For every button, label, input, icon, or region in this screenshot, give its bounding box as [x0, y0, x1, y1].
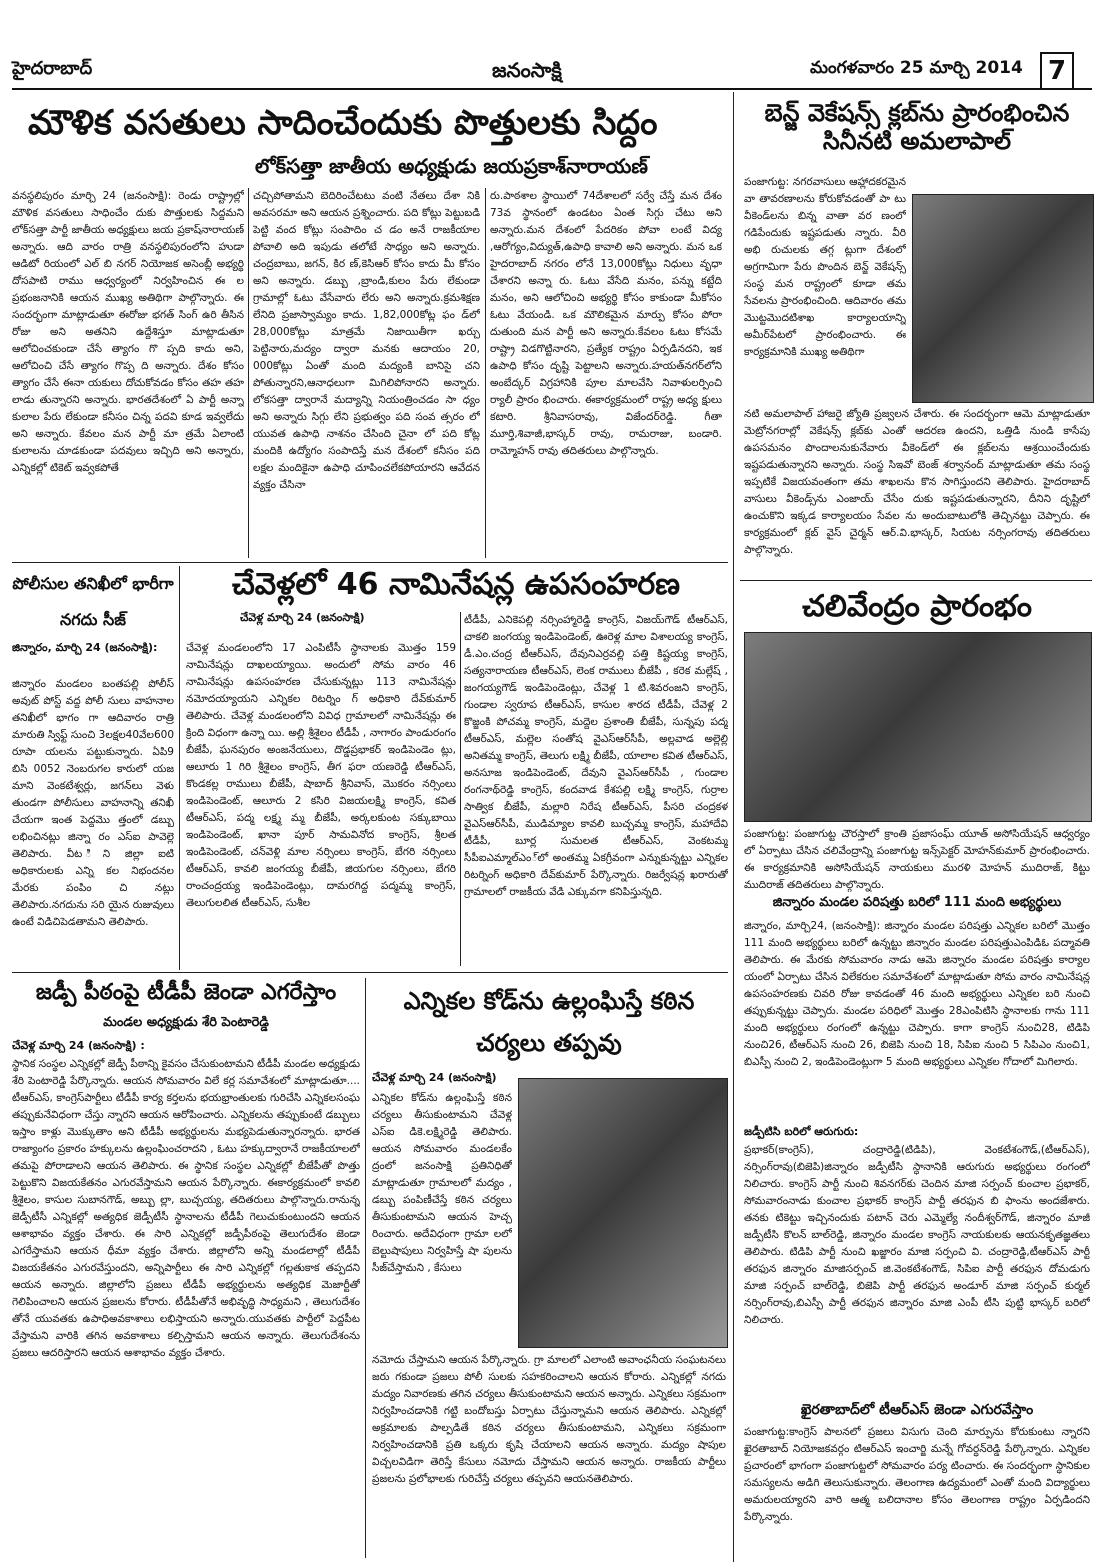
column-divider — [248, 188, 249, 558]
code-story-bottom: నమోదు చేస్తామని ఆయన పేర్కొన్నారు. గ్రా మాలలో ఎలాంటి అవాంఛనీయ సంఘటనలు జరు గకుండా ప్రజలు పోలీ సులకు సహకరించాలని ఆయన కోరారు. ఎన్నికల్లో నగదు మద్యం నివారణకు తగిన చర్యలు తీసుకుంటామని ఆయన అన్నారు. ఎన్నికలు సక్రమంగా నిర్వహించడానికి గట్టి బందోబస్తు ఏర్పాటు చేస్తున్నామని ఆయన తెలిపారు. ఎన్నికల్లో అక్రమాలకు పాల్పడితే కఠిన చర్యలు తీసుకుంటామని, ఎన్నికలు సక్రమంగా నిర్వహించడానికి ప్రతి ఒక్కరు కృషి చేయాలని ఆయన అన్నారు. మద్యం షాపుల విచ్చలవిడిగా తెరిస్తే కేసులు నమోదు చేస్తామని ఆయన అన్నారు. రాజకీయ పార్టీలు ప్రజలను ప్రలోభాలకు గురిచేస్తే చర్యలు తప్పవని ఆయనతెలిపారు. — [372, 1354, 726, 1485]
main-story-col1: వనస్థలిపురం మార్చి 24 (జనంసాక్షి): రెండు రాష్ట్రాల్లో మౌళిక వసతులు సాధించేం దుకు పొత్తులకు సిద్దమని లోక్‌సత్తా పార్టీ జాతీయ అధ్యక్షులు జయ ప్రకాష్‌నారాయణ్ అన్నారు. ఆది వారం రాత్రి వనస్థలిపురంలోని హుడా ఆడిటో రియంలో ఎల్ బి నగర్ నియోజక అసెంబ్లీ అభ్యర్థి దోసపాటి రాము ఆధ్వర్యంలో నిర్వహించిన ఈ ల ప్రభంజనానికి ఆయన ముఖ్య అతిథిగా పాల్గొన్నారు. ఈ సందర్భంగా మాట్లాడుతూ ఈరోజు భగత్ సింగ్ ఉరి తీసిన రోజు అని అతనిని ఉద్దేశిస్తూ మాట్లాడుతూ ఆలోచించకుండా చేసే త్యాగం గొ ప్పది కాదు అని, ఆలోచించి చేసే త్యాగం గొప్ప ది అన్నారు. దేశం కోసం త్యాగం చేసే ఈనా యకులు దోచుకోవడం కోసం తహ తహ లాడు తున్నారని అన్నారు. భారతదేశంలో ఏ పార్టీ అన్నా కులాల పేరు లేకుండా కనీసం చిన్న పదవి కూడ ఇవ్వలేదు అని అన్నారు. కేవలం మన పార్టీ మా త్రమే ఏలాంటి కులాలను చూడకుండా పదవులు ఇచ్చిది అని అన్నారు, ఎన్నికల్లో టికెట్ ఇవ్వకపోతే — [12, 190, 244, 474]
edition-city: హైదరాబాద్ — [12, 58, 93, 79]
newspaper-logo: జనంసాక్షి — [492, 58, 562, 82]
jinnaram-story: జిన్నారం, మార్చి24, (జనంసాక్షి): జిన్నారం మండల పరిషత్తు ఎన్నికల బరిలో మొత్తం 111 మంది అభ్యర్థులు బరిలో ఉన్నట్టు జిన్నారం మండల పరిషత్తుఎంపిడిఓ పద్మావతి తెలిపారు. ఈ మేరకు సోమవారం నాడు ఆమె జిన్నారం మండల పరిషత్తు కార్యాల యంలో ఏర్పాటు చేసిన విలేకరుల సమావేశంలో మాట్లాడుతూ సోమ వారం నామినేషన్ల ఉపసంహరణకు చివరి రోజు కావడంతో 46 మంది అభ్యర్థులు ఎన్నికల బరి నుంచి తప్పుకున్నట్టు చెప్పారు. మండల పరిధిలో మొత్తం 28ఎంపిటిసి స్ధానాలకు గాను 111 మంది అభ్యర్థులు రంగంలో ఉన్నట్టు చెప్పారు. కాగా కాంగ్రెస్ నుంచి28, టిడిపి నుంచి26, టీఆర్ఎస్ నుంచి 26, బిజెపి నుంచి 18, సిపిఐ నుంచి 5 సిపిఎం నుంచి1, బిఎస్పీ నుంచి 2, ఇండిపెండెంట్లుగా 5 మంది అభ్యర్థులు ఎన్నికల గోదాలో మిగిలారు. — [744, 920, 1090, 1068]
jinnaram-subhead: జడ్పీటిసి బరిలో ఆరుగురు: — [744, 1125, 859, 1138]
amala-story-bottom: నటి అమలాపాల్ హాజరై జ్యోతి ప్రజ్వలన చేశారు. ఈ సందర్భంగా ఆమె మాట్లాడుతూ మెట్రోనగరాల్లో వెకేషన్స్ క్లబ్‌కు ఎంతో ఆదరణ ఉందని, ఒత్తిడి నుండి కాసేపు ఉపసమనం పొందాలనుకునేవారు వీకెండ్‌లో ఈ క్లబ్‌లను ఆశ్రయించేందుకు ఇష్టపడుతున్నారని అన్నారు. సంస్థ సిఇవో బెంజ్ శర్వానంద్ మాట్లాడుతూ తమ సంస్థ ఇప్పటికే విజయవంతంగా తమ శాఖలను కొన సాగిస్తుందని తెలిపారు. హైదరాబాద్ వాసులు వీకెండ్స్‌ను ఎంజాయ్ చేసేం దుకు ఇష్టపడుతున్నారని, దీనిని దృష్టిలో ఉంచుకొని ఇక్కడ కార్యాలయం సేవల ను అందుబాటులోకి తెచ్చినట్టు చెప్పారు. ఈ కార్యక్రమంలో క్లబ్ వైస్ చైర్మన్ ఆర్.వి.భాస్కర్, సియట నర్సింగరావు తదితరులు పాల్గొన్నారు. — [744, 408, 1090, 556]
story-divider — [740, 580, 1092, 581]
chevella-dateline: చేవెళ్ల మార్చి 24 (జనంసాక్షి) — [240, 611, 365, 624]
jinnaram-headline: జిన్నారం మండల పరిషత్తు బరిలో 111 మంది అభ్యర్థులు — [772, 895, 1062, 910]
column-divider — [485, 188, 486, 558]
amala-story-top: పంజాగుట్ట: నగరవాసులు ఆహ్లాదకరమైన వా తావరణాలను కోరుకోవడంతో పా టు వీకెండ్‌లను బిన్న వాతా వర ణంలో గడిపేందుకు ఇష్టపడుతు న్నారు. వీరి అభి రుచులకు తగ్గ ట్లుగా దేశంలో అగ్రగామిగా పేరు పొందిన బెన్జ్ వెకేషన్స్ సంస్థ మన రాష్ట్రంలో కూడా తమ సేవలను ప్రారంభించింది. ఆదివారం తమ మొట్టమొదటిశాఖ కార్యాలయాన్ని అమీర్‌పేటలో ప్రారంభించారు. ఈ కార్యక్రమానికి ముఖ్య అతిథిగా — [744, 176, 906, 358]
main-headline: మౌళిక వసతులు సాదించేందుకు పొత్తులకు సిద్దం — [28, 103, 658, 143]
jinnaram-story-2: ప్రభాకర్(కాంగ్రెస్), చంద్రారెడ్డి(టిడిపి), వెంకటేశంగౌడ్,(టీఆర్ఎస్), నర్సింగ్‌రావు(బిజెపి)జిన్నారం జడ్పీటీసి స్ధానానికి ఆరుగురు అభ్యర్థులు రంగంలో నిలిచారు. కాంగ్రెస్ పార్టీ నుంచి శివనగర్‌కు చెందిన మాజి సర్పంచ్ కుంచాల ప్రభాకర్, సోమవారంనాడు కుంచాల ప్రభాకర్ కాంగ్రెస్ పార్టీ తరఫున బి ఫాంను అందజేశారు. తనకు టికెట్టు ఇచ్చినందుకు పటాన్ చెరు ఎమ్మెల్యే నందీశ్వర్‌గౌడ్, జిన్నారం మాజీ జడ్పీటీసి కొలన్ బాల్‌రెడ్డి, జిన్నారం మండల కాంగ్రెస్ నాయకులకు ఆయనకృతజ్ఞతలు తెలిపారు. టిడిపి పార్టీ నుంచి ఖజ్జారం మాజి సర్పంచి వి. చంద్రారెడ్డి,టీఆర్ఎస్ పార్టీ తరఫున జిన్నారం మాజిసర్పంచ్ జి.వెంకటేశంగౌడ్, సిపిఐ పార్టీ తరఫున దోమడుగు మాజి సర్పంచ్ బాల్‌రెడ్డి, బిజెపి పార్టీ తరఫున అండూర్ మాజి సర్పంచ్ కుర్మల్ నర్సింగ్‌రావు,బిఎస్పీ పార్టీ తరఫున జిన్నారం మాజి ఎంపీ టీసి పుట్టి భాస్కర్ బరిలో నిలిచారు. — [744, 1144, 1090, 1326]
main-story-col2: చచ్చిపోతామని బెదిరించేటటు వంటి నేతలు దేశా నికి అవసరమా అని ఆయన ప్రశ్నించారు. పది కోట్లు పెట్టుబడి పెట్టి వంద కోట్లు సంపాదిం చ డం అనే రాజకీయాల పోవాలి అది ఇపుడు తలోటే సాధ్యం అని అన్నారు. చంద్రబాబు, జగన్, కిర ణ్,కెసిఆర్ కోసం కాదు మీ కోసం అని అన్నారు. డబ్బు ,బ్రాండి,కులం పేరు లేకుండా గ్రామాల్లో ఓటు వేసేవారు లేరు అని అన్నారు.క్రమశిక్షణ లేనిది ప్రజాస్వామ్యం కాదు. 1,82,000కోట్ల ఫం డ్‌లో 28,000కోట్లు మాత్రమే నిజాయితీగా ఖర్చు పెట్టినారు,మద్యం ద్వారా మనకు ఆదాయం 20, 000కోట్లు ఏంతో మంది మద్యంకి బానిసై చని పోతున్నారని,ఆనాధలుగా మిగిలిపోనారని అన్నారు. లోకసత్తా ద్వారానే మద్యాన్ని నియంత్రించడం సా ధ్యం అని అన్నారు సిగ్గు లేని ప్రభుత్వం పది సంవ త్సరం లో యువత ఉపాధి నాశనం చేసింది చైనా లో పది కోట్ల మందికి ఉద్యోగం సంపాదిస్తే మన దేశంలో కనీసం పది లక్షల మందికైనా ఉపాధి చూపించలేకపోయారని ఆవేదన వ్యక్తం చేసినా — [253, 190, 480, 491]
police-dateline: జిన్నారం, మార్చి 24 (జనంసాక్షి): — [12, 641, 158, 654]
code-story-side: ఎన్నికల కోడ్‌ను ఉల్లంఘిస్తే కఠిన చర్యలు తీసుకుంటామని చేవెళ్ల ఎస్ఐ డికె.లక్ష్మిరెడ్డి తెలిపారు. ఆయన సోమవారం మండలకేం ద్రంలో జనంసాక్షి ప్రతినిధితో మాట్లాడుతూ గ్రామాలలో మద్యం , డబ్బు పంపిణీచేస్తే కఠిన చర్యలు తీసుకుంటామని ఆయన హెచ్చ రించారు. అదేవిధంగా గ్రామా లలో బెల్టుషాపులు నిర్వహిస్తే షా పులను సీజ్‌చేస్తామని , కేసులు — [372, 1092, 512, 1274]
section-divider — [733, 92, 734, 1562]
column-divider — [179, 566, 180, 970]
main-subhead: లోక్‌సత్తా జాతీయ అధ్యక్షుడు జయప్రకాశ్‌నారాయణ్ — [255, 154, 648, 178]
column-divider — [365, 978, 366, 1558]
zptc-subhead: మండల అధ్యక్షుడు శేరి పెంటారెడ్డి — [103, 1015, 269, 1030]
column-divider — [460, 612, 461, 966]
si-photo — [518, 1078, 728, 1348]
khairatabad-story: పంజాగుట్ట:కాంగ్రెస్ పాలనలో ప్రజలు విసుగు చెంది మార్పును కోరుకుంటు న్నారని ఖైరతాబాద్ నియోజకవర్గం టిఆర్ఎస్ ఇంచార్జి మన్నే గోవర్ధన్‌రెడ్డి పేర్కొన్నారు. ఎన్నికల ప్రచారంలో భాగంగా పంజాగుట్టలో సోమవారం పర్య టించారు. ఈ సందర్భంగా స్ధానికుల సమస్యలను అడిగి తెలుసుకున్నారు. తెలంగాణ ఉద్యమంలో ఎంతో మంది విద్యార్థులు అమరులయ్యారని వారి ఆత్మ బలిదానాల కోసం తెలంగాణ రాష్ట్రం ఏర్పడిందని పేర్కొన్నారు. — [744, 1426, 1090, 1523]
chali-photo — [744, 632, 1092, 822]
khairatabad-headline: ఖైరతాబాద్‌లో టీఆర్ఎస్ జెండా ఎగురవేస్తాం — [800, 1402, 1034, 1418]
chevella-col2: టీడీపీ, ఎనికెపల్లి నర్సింహ్మారెడ్డి కాంగ్రెస్, విజయ్‌గౌడ్ టీఆర్ఎస్, చాకలి జంగయ్య ఇండిపెండెంట్, ఊరెళ్ల మాల విశాలయ్య కాంగ్రెస్, డీ.ఎం.చంద్ర టీఆర్ఎస్, దేవునిఎర్రవల్లి పత్తి కిష్టయ్య కాంగ్రెస్, సత్యనారాయణ టీఆర్ఎస్, లెంక రాములు బీజేపీ , కరెక మల్లేష్ , జంగయ్యగౌడ్ ఇండిపెండెంట్లు, చేవెళ్ల 1 టి.శివరంజని కాంగ్రెస్, గుండాల స్వరూప టీఆర్ఎస్, కాసుల శారద టీడీపీ, చేవెళ్ల 2 కొజ్జంకి పోచమ్మ కాంగ్రెస్, మద్దెల ప్రశాంతి బీజేపీ, సున్నపు పద్మ టీఆర్ఎస్, మల్లెల సంతోష వైఎస్ఆర్‌సీపీ, అల్లవాడ అల్లెల్లి అనితమ్మ కాంగ్రెస్, తెలుగు లక్ష్మి బీజేపీ, యాలాల కవిత టీఆర్ఎస్, అనసూజ ఇండిపెండెంట్, దేవుని వైఎస్ఆర్‌సీపీ , గుండాల రంగనాథ్‌రెడ్డి కాంగ్రెస్, కందవాడ కేశపల్లి లక్ష్మి కాంగ్రెస్, గుర్రాల సాత్విక బీజేపీ, మల్లారి నిరేష టీఆర్ఎస్, పీసరి చంద్రకళ వైఎస్ఆర్‌సీపీ, ముడిమ్యాల కావలి బుచ్చమ్మ కాంగ్రెస్, మహాదేవి టీడీపీ, బూర్ల సుమలత టీఆర్ఎస్, వెంకటమ్మ సీపీఐఎమ్మాల్‌ఎం్‌లో అంతమ్మ ఏకగ్రీవంగా ఎన్నుకున్నట్టు ఎన్నికల రిటర్నింగ్ అధికారి దేవ్‌కుమార్ పేర్కొన్నారు. రిజర్వేషన్ల ఖరారుతో గ్రామాలలో రాజకీయ వేడి ఎక్కువగా కనిపిస్తున్నది. — [464, 614, 728, 898]
page-number: 7 — [1040, 52, 1074, 90]
edition-date: మంగళవారం 25 మార్చి 2014 — [810, 58, 1023, 78]
main-story-col3: రు.పాఠశాల స్థాయిలో 74దేశాలలో సర్వే చేస్తే మన దేశం 73వ స్థానంలో ఉండటం ఏంత సిగ్గు చేటు అని అన్నారు.మన దేశంలో పేదరికం పోవా లంటే విద్య ,ఆరోగ్యం,విద్యుత్,ఉపాధి కావాలి అని అన్నారు. మన ఒక హైదరాబాద్ నగరం లోనే 13,000కోట్లు నిధులు వృధా చేశారని అన్నా రు. ఓటు వేసేది మనం, పన్ను కట్టేది మనం, అని ఆలోచించి అభ్యర్థి కోసం కాకుండా మీకోసం ఓటు వేయండి. ఒక మౌలికమైన మార్పు కోసం పోరా దుతుంది మన పార్టీ అని అన్నారు.కేవలం ఓటు కోసమే రాష్ట్రా విడగొట్టినారని, ప్రత్యేక రాష్ట్రం ఏర్పడినదని, ఇక ఉపాధి కోసం దృష్టి పెట్టాలని అన్నారు.హయత్‌నగర్‌లోని అంబేద్కర్ విగ్రహానికి పూల మాలవేసి నివాళులర్పించి ర్యాలీ ప్రారం భించారు. ఈకార్యక్రమంలో రాష్ట్ర అధ్య క్షులు కటారి. శ్రీనివాసరావు, విజేందర్‌రెడ్డి. గీతా మూర్తి,శివాజీ,భాస్కర్ రావు, రామరాజు, బండారి. రామ్మోహన్ రావు తదితరులు పాల్గొన్నారు. — [490, 190, 722, 457]
code-headline: ఎన్నికల కోడ్‌ను ఉల్లంఘిస్తే కఠిన చర్యలు తప్పవు — [403, 987, 695, 1057]
zptc-story: స్థానిక సంస్థల ఎన్నికల్లో జెడ్పీ పీఠాన్ని కైవసం చేసుకుంటామని టీడీపీ మండల అధ్యక్షుడు శేరి పెంటారెడ్డి పేర్కొన్నారు. ఆయన సోమవారం విలే కర్ల సమావేశంలో మాట్లాడుతూ.... టీఆర్ఎస్, కాంగ్రెస్‌పార్టీలు టీడీపీ కార్య కర్తలను భయభ్రాంతులకు గురిచేసి ఎన్నికలసంఘ తప్పుకునేవిధంగా చేస్తు న్నారని ఆయన ఆరోపించారు. ఎన్నికలను తప్పుకుంటే డబ్బులు ఇస్తాం కాళ్లు మొక్కుతాం అని టీడీపీ అభ్యర్థులను మభ్యపెడుతున్నారన్నారు. భారత రాజ్యాంగం ప్రకారం హక్కులను ఉల్లంఘించరాదని , ఓటు హక్కుద్వారానే రాజకీయాలలో తమపై పోరాడాలని ఆయన తెలిపారు. ఈ స్థానిక సంస్థల ఎన్నికల్లో బీజేపీతో పొత్తు పెట్టుకొని విజయకేతనం ఎగురవేస్తామని ఆయన పేర్కొన్నారు. ఈకార్యక్రమంలో కావలి శ్రీశైలం, కాసుల సుబానగౌడ్, అబ్బు ల్లా, బుచ్చయ్య, తదితరులు పాల్గొన్నారు.రానున్న జెడ్పీటీసీ ఎన్నికల్లో అత్యధిక జెడ్పీటీసీ స్థానాలను టీడీపీ గెలుచుకుంటుందని ఆయన ఆశాభావం వ్యక్తం చేశారు. ఈ సారి ఎన్నికల్లో జడ్పీపీఠంపై తెలుగుదేశం జెండా ఎగరేస్తామని ఆయన ధీమా వ్యక్తం చేశారు. జిల్లాలోని అన్ని మండలాల్లో టీడీపీ విజయకేతనం ఎగురవేస్తుందని, అన్నిపార్టీలు ఈ సారి ఎన్నికల్లో గల్లతుకాక తప్పదని ఆయన అన్నారు. జిల్లాలోని ప్రజలు టీడీపీ అభ్యర్థులను అత్యధిక మెజార్టీతో గెలిపించాలని ఆయన ప్రజలను కోరారు. టీడీపీతోనే అభివృద్ధి సాధ్యమని , తెలుగుదేశం తోనే యువతకు ఉపాధిఅవకాశాలు లభిస్తాయని అన్నారు.యువతకు పార్టీలో పెద్దపీట వేస్తామని వారికి తగిన అవకాశాలు కల్పిస్తామని ఆయన అన్నారు. తెలుగుదేశంను ప్రజలు ఆదరిస్తారని ఆయన ఆశాభావం వ్యక్తం చేశారు. — [12, 1058, 360, 1359]
chali-story: పంజాగుట్ట: పంజాగుట్ట చౌరస్తాలో క్రాంతి ప్రజాసంఘ్ యూత్ అసోసియేషన్ ఆధ్వర్యం లో ఏర్పాటు చేసిన చలివేంద్రాన్ని పంజాగుట్ట ఇన్స్‌పెక్టర్ మోహన్‌కుమార్ ప్రారంభించారు. ఈ కార్యక్రమానికి అసోసియేషన్ నాయకులు మురళి మోహన్ ముదిరాజ్, కిట్టు ముదిరాజ్ తదితరులు పాల్గొన్నారు. — [744, 828, 1090, 891]
police-story: జిన్నారం మండలం బంతపల్లి పోలీస్ అవుట్ పోస్ట్ వద్ద పోలీ సులు వాహనాల తనిఖీలో భాగం గా ఆదివారం రాత్రి మారుతి స్విఫ్ట్ సుంచి 3లక్షల40వేల600 రూపా యలను పట్టుకున్నారు. ఏపి9 బిసి 0052 నెంబరుగల కారులో యజ మాని వెంకటేశ్వర్లు, జగన్‌లు వెళు తుండగా పోలీసులు వాహనాన్ని తనిఖీ చేయగా ఇంత పెద్దమొ త్తంలో డబ్బు లభించినట్లు జిన్నా రం ఎస్ఐ పావెల్లె తెలిపారు. వీట ిని జిల్లా ఐటి అధికారులకు ఎన్ని కల నిభందనల మేరకు పంపిం చి నట్లు తెలిపారు.నగదును సరి యైన రుజువులు ఉంటే విడిచిపెడతామని తెలిపారు. — [12, 678, 174, 928]
section-rule — [12, 562, 728, 563]
chevella-col1: చేవెళ్ల మండలంలోని 17 ఎంపిటీసీ స్ధానాలకు మొత్తం 159 నామినేషన్లు దాఖలయ్యాయి. అందులో సోమ వారం 46 నామినేషన్లు ఉపసంహరణ చేసుకున్నట్లు 113 నామినేషన్లు నమోదయ్యాయని ఎన్నికల రిటర్నిం గ్ అధికారి దేవ్‌కుమార్ తెలిపారు. చేవెళ్ల మండలంలోని వివిధ గ్రామాలలో నామినేషన్లు ఈ క్రింది విధంగా ఉన్నా యి. అల్లి శ్రీశైలం టీడీపీ , నాగారం పాండురంగం బీజేపీ, ఘనపురం అంజనేయులు, దొడ్డప్రభాకర్ ఇండిపెండెం ట్లు, ఆలూరు 1 గిరి శ్రీశైలం కాంగ్రెస్, తీగ ఫరా యణరెడ్డి టీఆర్ఎస్, కొండకల్ల రాములు బీజేపీ, షాబాద్ శ్రీనివాస్, మొకరం నర్సింలు ఇండిపెండెంట్, ఆలూరు 2 కసిరి విజయలక్ష్మి కాంగ్రెస్, కవిత టీఆర్ఎస్, పద్మ లక్ష్మ మ్మ బీజేపీ, అర్కలకుంట సక్కుబాయి ఇండిపెండెంట్, ఖానా పూర్ సామవినోద కాంగ్రెస్, శ్రీలత ఇండిపెండెంట్, చన్‌వెళ్లి మాల నర్సింలు కాంగ్రెస్, బేగరి నర్సింలు టీఆర్ఎస్, కావలి జంగయ్య బీజేపీ, జియగుల నర్సింలు, బేగరి రాంచంద్రయ్య ఇండిపెండెంట్లు, దామరగిద్ద పద్మమ్మ కాంగ్రెస్, తెలుగులలిత టీఆర్ఎస్, సుశీల — [186, 642, 456, 909]
code-dateline: చేవెళ్ల మార్చి 24 (జనంసాక్షి) — [372, 1071, 497, 1084]
chevella-headline: చేవెళ్లలో 46 నామినేషన్ల ఉపసంహరణ — [231, 567, 681, 602]
section-rule — [12, 972, 728, 973]
amala-photo — [912, 194, 1094, 403]
chali-headline: చలివేంద్రం ప్రారంభం — [802, 589, 1032, 624]
amala-headline: బెన్జ్ వెకేషన్స్ క్లబ్‌ను ప్రారంభించిన సినీనటి అమలాపాల్ — [764, 99, 1070, 155]
zptc-dateline: చేవెళ్ల మార్చి 24 (జనంసాక్షి) : — [12, 1039, 145, 1052]
zptc-headline: జడ్పీ పీఠంపై టీడీపీ జెండా ఎగరేస్తాం — [35, 980, 337, 1005]
police-headline: పోలీసుల తనిఖీలో భారీగా నగదు సీజ్ — [12, 574, 174, 629]
masthead-rule — [12, 88, 1092, 90]
